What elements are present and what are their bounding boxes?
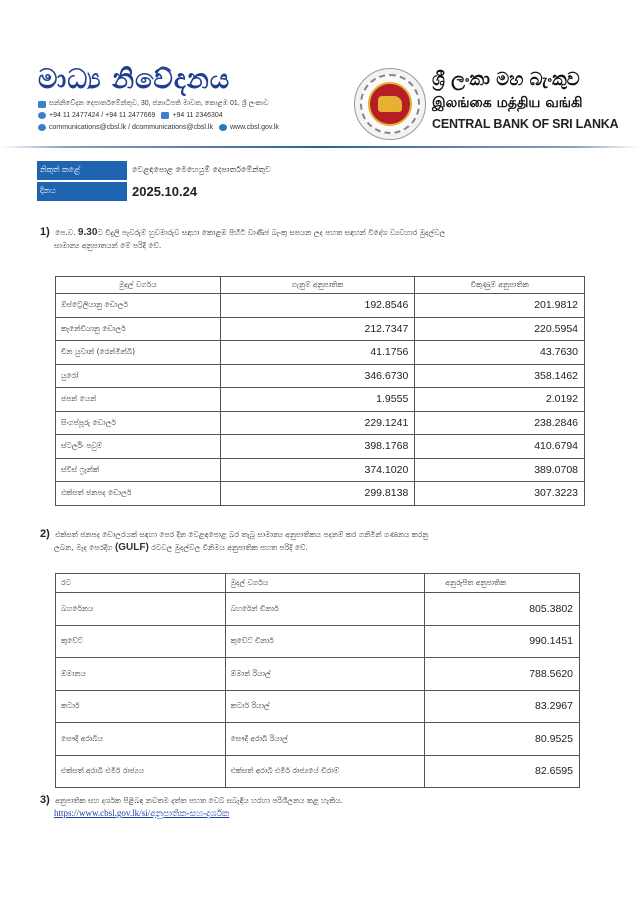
selling-rate: 358.1462: [415, 364, 585, 388]
address-line: [38, 100, 269, 108]
globe-icon: [219, 124, 227, 131]
country-cell: එක්සත් අරාබි එමීර් රාජ්‍යය: [56, 755, 226, 788]
cross-rate: 80.9525: [425, 723, 580, 756]
table-row: [56, 411, 585, 435]
currency-cell: කැනේඩියානු ඩොලර්: [56, 317, 221, 341]
issued-by-value: වෙළඳපොළ මෙහෙයුම් දෙපාර්තමේන්තුව: [132, 165, 271, 174]
table-row: [56, 435, 585, 459]
exchange-rates-table: [55, 276, 585, 506]
selling-rate: 43.7630: [415, 341, 585, 365]
cbsl-seal-logo: [354, 68, 426, 140]
issuance-info: [37, 160, 271, 202]
section-3-link-line: [40, 807, 590, 820]
currency-cell: එක්සත් ජනපද ඩොලර්: [56, 482, 221, 506]
currency-cell: ජපන් යෙන්: [56, 388, 221, 412]
table-header-row: [56, 574, 580, 593]
section-2-text-b: ලබන, මැද පෙරදිග: [54, 543, 113, 552]
section-2-text-c: රටවල මුදල්වල විනිමය අනුපාතික පහත පරිදි වේ.: [151, 543, 308, 552]
selling-rate: 389.0708: [415, 458, 585, 482]
currency-cell: යුරෝ: [56, 364, 221, 388]
col-country: රට: [56, 574, 226, 593]
country-cell: ඕමානය: [56, 658, 226, 691]
buying-rate: 346.6730: [220, 364, 415, 388]
col-currency: මුදල් වර්ගය: [225, 574, 425, 593]
press-release-title: මාධ්‍ය නිවේදනය: [38, 64, 231, 95]
cross-rate: 788.5620: [425, 658, 580, 691]
table-header-row: [56, 277, 585, 294]
fax-icon: [161, 112, 169, 119]
buying-rate: 1.9555: [220, 388, 415, 412]
lion-icon: [378, 96, 402, 112]
currency-cell: සිංගප්පූරු ඩොලර්: [56, 411, 221, 435]
currency-cell: ස්ටර්ලිං පවුම්: [56, 435, 221, 459]
buying-rate: 398.1768: [220, 435, 415, 459]
country-cell: කටාර්: [56, 690, 226, 723]
table-row: [56, 388, 585, 412]
bank-name-tamil: இலங்கை மத்திய வங்கி: [432, 95, 583, 111]
bank-name-block: [432, 68, 618, 134]
selling-rate: 201.9812: [415, 294, 585, 318]
section-2-number: 2): [40, 528, 50, 540]
section-1-text: [40, 226, 590, 252]
table-row: [56, 723, 580, 756]
table-row: [56, 482, 585, 506]
section-2-text-a: එක්සත් ජනපද ඩොලරයක් සඳහා පෙර දින වෙළඳපොළ බර තැබූ සාමාන්‍ය අනුපාතිකය පදනම් කර ගනිමින් ගණනය කරනු: [55, 530, 429, 539]
mail-icon: [38, 101, 46, 108]
table-row: [56, 341, 585, 365]
buying-rate: 229.1241: [220, 411, 415, 435]
buying-rate: 192.8546: [220, 294, 415, 318]
country-cell: බහරේනය: [56, 593, 226, 626]
currency-cell: කටාර් රියාල්: [225, 690, 425, 723]
email-text[interactable]: communications@cbsl.lk / dcommunications@cbsl.lk: [49, 124, 213, 131]
country-cell: කුවේට්: [56, 625, 226, 658]
bank-name-english: CENTRAL BANK OF SRI LANKA: [432, 117, 619, 131]
issued-by-row: [37, 160, 271, 180]
country-cell: සෞදි අරාබිය: [56, 723, 226, 756]
col-selling: විකුණුම් අනුපාතික: [415, 277, 585, 294]
buying-rate: 299.8138: [220, 482, 415, 506]
section-2-line-2: [40, 541, 590, 554]
table-row: [56, 458, 585, 482]
table-row: [56, 364, 585, 388]
buying-rate: 212.7347: [220, 317, 415, 341]
seal-ring: [360, 74, 420, 134]
currency-cell: චීන යුවාන් (රෙන්මින්බි): [56, 341, 221, 365]
seal-emblem: [368, 82, 412, 126]
selling-rate: 2.0192: [415, 388, 585, 412]
bank-name-sinhala: ශ්‍රී ලංකා මහ බැංකුව: [432, 69, 580, 90]
section-1-text-b: ට විදුලි පැවරුම් හුවමාරුව සඳහා කොළඹ පිහිටි වාණිජ බැංකු සපයන ලද පහත සඳහන් විදේශ ව්‍යවහාර මුදල්වල: [97, 228, 446, 237]
selling-rate: 238.2846: [415, 411, 585, 435]
email-icon: [38, 124, 46, 131]
cross-rate: 82.6595: [425, 755, 580, 788]
press-release-header: [0, 0, 640, 150]
col-cross-rate: අනුරූපිත අනුපාතික: [425, 574, 580, 593]
fax-text: +94 11 2346304: [172, 112, 223, 119]
date-label: දිනය: [37, 182, 127, 201]
address-text: සන්නිවේදන දෙපාර්තමේන්තුව, 30, ජනාධිපති මාවත, කොළඹ 01, ශ්‍රී ලංකාව: [49, 100, 269, 107]
section-2-text: [40, 528, 590, 554]
table-row: [56, 625, 580, 658]
selling-rate: 220.5954: [415, 317, 585, 341]
email-line: [38, 124, 279, 131]
currency-cell: සෞදි අරාබි රියාල්: [225, 723, 425, 756]
section-1-text-c: සාමාන්‍ය අනුපාතයන් මේ පරිදි වේ.: [54, 241, 162, 250]
table-row: [56, 658, 580, 691]
table-row: [56, 593, 580, 626]
gulf-rates-table: [55, 573, 580, 788]
section-3-number: 3): [40, 794, 50, 806]
issued-by-label: නිකුත් කළේ: [37, 161, 127, 180]
phone-line: [38, 112, 223, 119]
cross-rate: 83.2967: [425, 690, 580, 723]
section-3-text: [40, 794, 590, 820]
table-row: [56, 317, 585, 341]
buying-rate: 41.1756: [220, 341, 415, 365]
currency-cell: ස්විස් ෆ්‍රෑන්ක්: [56, 458, 221, 482]
section-1-text-a: පෙ.ව.: [55, 228, 76, 237]
currency-cell: බහරේන් ඩිනාර්: [225, 593, 425, 626]
selling-rate: 307.3223: [415, 482, 585, 506]
date-value: 2025.10.24: [132, 183, 198, 199]
section-2-gulf: (GULF): [114, 542, 149, 553]
header-divider: [0, 146, 640, 148]
date-row: [37, 181, 271, 201]
section-3-body: අනුපාතික සහ දර්ශක පිළිබඳ නවතම දත්ත පහත වෙබ් සබැඳිය හරහා පරිශීලනය කළ හැකිය.: [55, 796, 343, 805]
col-currency: මුදල් වර්ගය: [56, 277, 221, 294]
currency-cell: ඕස්ට්‍රේලියානු ඩොලර්: [56, 294, 221, 318]
phone-icon: [38, 112, 46, 119]
table-row: [56, 755, 580, 788]
table-row: [56, 294, 585, 318]
selling-rate: 410.6794: [415, 435, 585, 459]
col-buying: ගැනුම් අනුපාතික: [220, 277, 415, 294]
buying-rate: 374.1020: [220, 458, 415, 482]
phone-text: +94 11 2477424 / +94 11 2477669: [49, 112, 156, 119]
section-1-number: 1): [40, 226, 50, 238]
currency-cell: එක්සත් අරාබි එමීර් රාජ්‍යයේ ඩිරාම්: [225, 755, 425, 788]
table-row: [56, 690, 580, 723]
currency-cell: කුවේට් ඩිනාර්: [225, 625, 425, 658]
website-text[interactable]: www.cbsl.gov.lk: [230, 124, 279, 131]
cross-rate: 990.1451: [425, 625, 580, 658]
section-1-time: 9.30: [77, 227, 98, 238]
cross-rate: 805.3802: [425, 593, 580, 626]
rates-indices-link[interactable]: https://www.cbsl.gov.lk/si/අනුපාතික-සහ-දර්ශක: [54, 808, 230, 818]
currency-cell: ඕමාන් රියාල්: [225, 658, 425, 691]
